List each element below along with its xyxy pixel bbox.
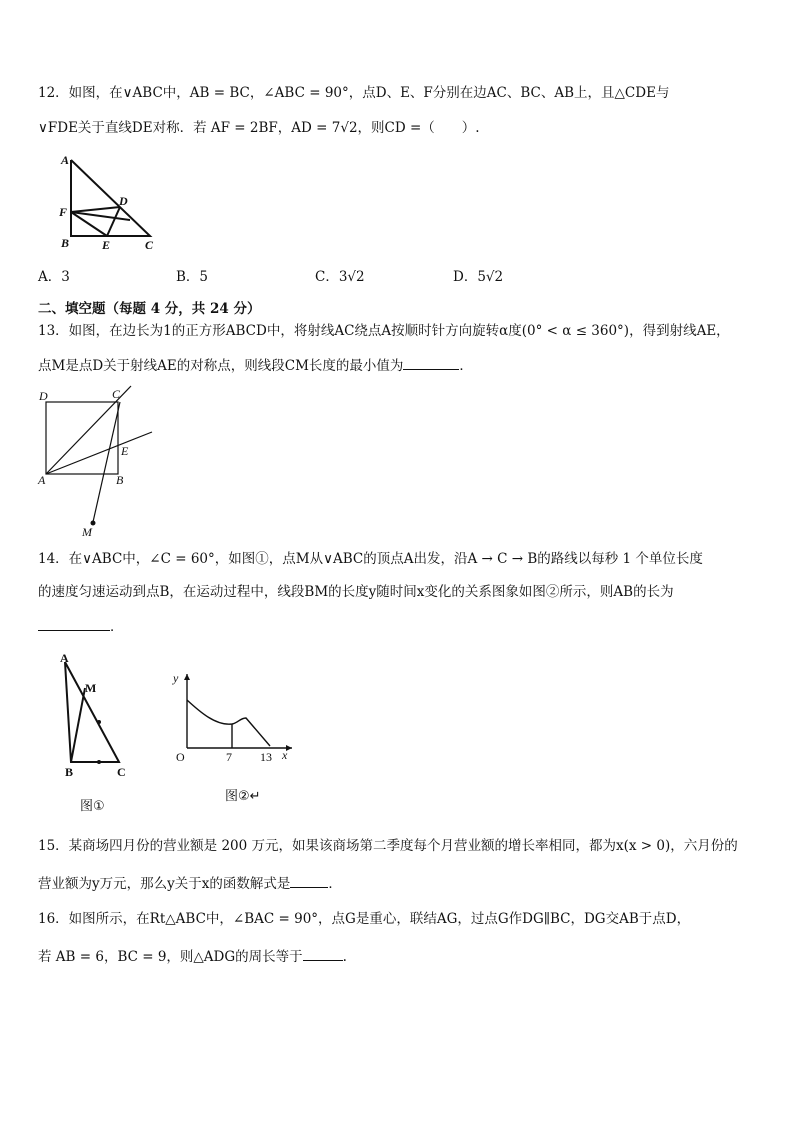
q13-label-A: A <box>38 473 46 487</box>
q16-line2-wrap <box>38 946 347 966</box>
q12-label-D: D <box>119 194 128 208</box>
q15-line2: 营业额为y万元，那么y关于x的函数解式是 <box>38 876 291 892</box>
q14-figure-1 <box>55 650 135 780</box>
q12-label-E: E <box>102 238 111 252</box>
q14-fig1-label-B: B <box>65 765 74 779</box>
q14-fig1-label-C: C <box>117 765 126 779</box>
q13-figure <box>36 386 161 539</box>
q13-label-D: D <box>39 389 48 403</box>
q12-option-a: A．3 <box>38 269 70 285</box>
q14-figure-2 <box>160 668 295 768</box>
q12-figure <box>55 152 165 252</box>
q14-fig2-tick-7: 7 <box>226 750 232 764</box>
q12-label-C: C <box>145 238 154 252</box>
q14-fig1-label-A: A <box>60 651 69 665</box>
q13-answer-blank[interactable] <box>403 355 459 370</box>
q12-label-F: F <box>59 205 68 219</box>
section-title: 二、填空题（每题 4 分，共 24 分） <box>38 301 261 317</box>
q14-line1: 14．在∨ABC中，∠C = 60°，如图①，点M从∨ABC的顶点A出发，沿A → C → B的路线以每秒 1 个单位长度 <box>38 551 703 567</box>
q14-fig2-label-x: x <box>282 748 288 762</box>
q14-fig2-caption: 图②↵ <box>225 789 261 804</box>
q15-line2-wrap <box>38 873 342 893</box>
q12-option-b: B．5 <box>176 269 209 285</box>
q16-line2: 若 AB = 6，BC = 9，则△ADG的周长等于 <box>38 949 303 965</box>
q12-label-A: A <box>61 153 70 167</box>
q14-fig1-label-M: M <box>85 681 97 695</box>
q12-label-B: B <box>61 236 70 250</box>
q16-line2-end: . <box>342 949 347 965</box>
q14-fig1-caption: 图① <box>80 799 105 814</box>
q12-option-c: C．3√2 <box>315 269 365 285</box>
q13-line2: 点M是点D关于射线AE的对称点，则线段CM长度的最小值为 <box>38 358 404 374</box>
q13-label-E: E <box>121 444 129 458</box>
q13-label-C: C <box>112 387 121 401</box>
q15-line1: 15．某商场四月份的营业额是 200 万元，如果该商场第二季度每个月营业额的增长率相同，都为x(x > 0)，六月份的 <box>38 838 738 854</box>
q14-line3-wrap <box>38 616 124 636</box>
q12-line1: 12．如图，在∨ABC中，AB = BC，∠ABC = 90°，点D、E、F分别在边AC、BC、AB上，且△CDE与 <box>38 85 670 101</box>
q13-line2-wrap <box>38 355 473 375</box>
q15-line2-end: ． <box>328 876 342 892</box>
q13-label-M: M <box>82 525 92 539</box>
q14-fig2-tick-13: 13 <box>260 750 272 764</box>
q14-line3-end: ． <box>110 619 124 635</box>
q14-fig2-label-origin: O <box>176 750 185 764</box>
q14-fig2-label-y: y <box>173 671 179 685</box>
q16-answer-blank[interactable] <box>303 946 343 961</box>
q13-line2-end: ． <box>459 358 473 374</box>
q15-answer-blank[interactable] <box>290 873 328 888</box>
q13-line1: 13．如图，在边长为1的正方形ABCD中，将射线AC绕点A按顺时针方向旋转α度(0° < α ≤ 360°)，得到射线AE， <box>38 323 730 339</box>
q14-answer-blank[interactable] <box>38 616 110 631</box>
q12-line2: ∨FDE关于直线DE对称．若 AF = 2BF，AD = 7√2，则CD =（ ）. <box>38 120 480 136</box>
q16-line1: 16．如图所示，在Rt△ABC中，∠BAC = 90°，点G是重心，联结AG，过点G作DG∥BC，DG交AB于点D， <box>38 911 691 927</box>
q12-option-d: D．5√2 <box>453 269 504 285</box>
q13-label-B: B <box>116 473 124 487</box>
q14-line2: 的速度匀速运动到点B，在运动过程中，线段BM的长度y随时间x变化的关系图象如图②所示，则AB的长为 <box>38 584 674 600</box>
